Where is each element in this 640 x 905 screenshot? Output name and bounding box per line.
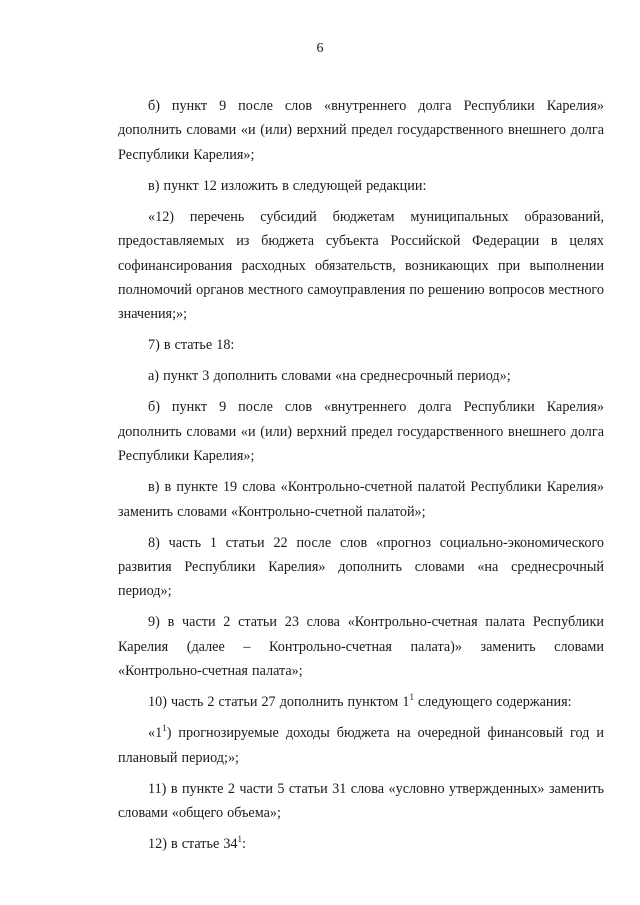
paragraph xyxy=(118,832,604,856)
superscript: 1 xyxy=(409,692,414,703)
paragraph xyxy=(118,690,604,714)
paragraph: в) пункт 12 изложить в следующей редакции: xyxy=(148,177,427,194)
paragraph-text: : xyxy=(242,836,246,853)
paragraph: в) в пункте 19 слова «Контрольно-счетной палатой Республики Карелия» заменить словами «Контрольно-счетной палатой»; xyxy=(118,479,604,520)
document-body xyxy=(118,94,604,863)
superscript: 1 xyxy=(162,723,167,734)
paragraph-text: «1 xyxy=(148,725,163,742)
paragraph: 7) в статье 18: xyxy=(148,337,235,354)
page-number: 6 xyxy=(316,41,324,56)
paragraph: а) пункт 3 дополнить словами «на среднесрочный период»; xyxy=(148,368,511,385)
paragraph-text: ) прогнозируемые доходы бюджета на очередной финансовый год и плановый период;»; xyxy=(118,725,604,766)
paragraph-text: 12) в статье 34 xyxy=(148,836,238,853)
paragraph: б) пункт 9 после слов «внутреннего долга Республики Карелия» дополнить словами «и (или) верхний предел государственного внешнего долга Республики Карелия»; xyxy=(118,98,604,163)
paragraph: 11) в пункте 2 части 5 статьи 31 слова «условно утвержденных» заменить словами «общего объема»; xyxy=(118,780,604,822)
paragraph-text: 10) часть 2 статьи 27 дополнить пунктом 1 xyxy=(148,694,410,711)
superscript: 1 xyxy=(237,834,243,845)
paragraph: 8) часть 1 статьи 22 после слов «прогноз социально-экономического развития Республики Карелия» дополнить словами «на среднесрочный период»; xyxy=(118,534,604,600)
paragraph-text: следующего содержания: xyxy=(413,694,572,711)
paragraph: «12) перечень субсидий бюджетам муниципальных образований, предоставляемых из бюджета субъекта Российской Федерации в целях софинансирования расходных обязательств, возникающих при выполнении полномочий органов местного самоуправления по решению вопросов местного значения;»; xyxy=(118,208,604,323)
paragraph xyxy=(118,721,604,770)
paragraph: 9) в части 2 статьи 23 слова «Контрольно-счетная палата Республики Карелия (далее – Контрольно-счетная палата)» заменить словами «Контрольно-счетная палата»; xyxy=(118,614,604,680)
paragraph: б) пункт 9 после слов «внутреннего долга Республики Карелия» дополнить словами «и (или) верхний предел государственного внешнего долга Республики Карелия»; xyxy=(118,399,604,465)
